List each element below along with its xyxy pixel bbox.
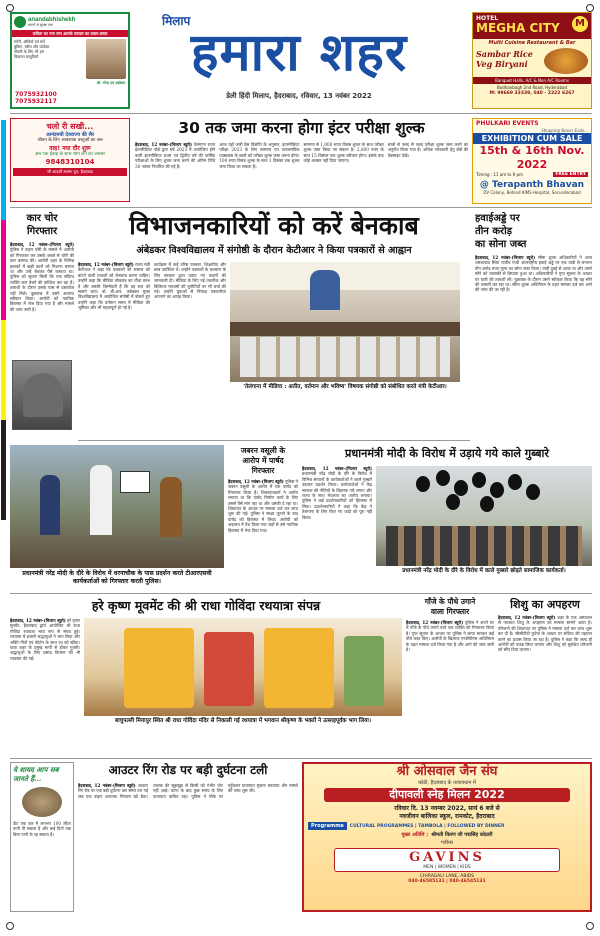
ad-line: स्टोरी, ऑडियो एवं सर्वे — [14, 39, 45, 44]
story-text: छात्रों से जल्द से जल्द परीक्षा शुल्क जमा करने का अनुरोध किया गया है। अधिक जानकारी हेतु बोर्ड की वेबसाइट देखें। — [387, 142, 468, 158]
ad-venue: नवजीवन बालिका स्कूल, रामकोट, हैदराबाद — [399, 813, 495, 820]
story-headline: तीन करोड़ — [475, 226, 513, 237]
ad-line: विज्ञापन प्रस्तुतियाँ — [14, 54, 39, 59]
story-dateline: हैदराबाद, 12 नवंबर-(मिलाप ब्यूरो) — [475, 255, 536, 260]
story-text: हरे कृष्ण मूवमेंट, हैदराबाद द्वारा आयोजित श्री राधा गोविंदा रथयात्रा भव्य रूप से संपन्न हुई। रथयात्रा में हजारों श्रद्धालुओं ने भाग लिया और भक्ति गीतों एवं कीर्तन के साथ रथ को खींचा। यात्रा शहर के प्रमुख मार्गों से होकर गुजरी। श्रद्धालुओं के लिए प्रसाद वितरण की भी व्यवस्था की गई। — [10, 618, 80, 661]
story-dateline: हैदराबाद, 12 नवंबर-(मिलाप ब्यूरो) — [10, 618, 66, 623]
ad-line: आनंदमयी देवराज्य की सैर — [45, 132, 95, 138]
ad-logo-text: anandabhishekh — [28, 16, 76, 23]
story-text: कार्यक्रम में कई वरिष्ठ पत्रकार, शिक्षाविद और छात्र उपस्थित थे। उन्होंने पत्रकारों के कल्याण के लिए सरकार द्वारा उठाए गए कदमों की जानकारी दी। — [154, 262, 226, 284]
car-thief-photo — [12, 360, 72, 430]
ad-food-photo — [544, 48, 588, 74]
story-orr-accident — [78, 762, 298, 912]
registration-mark — [586, 4, 594, 12]
ad-brand-phone: 040-46585131 | 040-46545131 — [408, 879, 486, 884]
leaf-logo-icon — [14, 16, 26, 28]
ad-when: रविवार दि. 13 नवम्बर 2022, सायं 6 बजे से — [394, 805, 500, 812]
ad-event: दीपावली स्नेह मिलन 2022 — [324, 788, 570, 802]
ad-line: अब एक ईवाह के साथ भाग लेने का अवसर — [34, 152, 106, 157]
ad-title: EXHIBITION CUM SALE — [473, 133, 591, 144]
divider — [78, 440, 470, 441]
rathyatra-photo — [84, 618, 402, 716]
story-text: शहर के एक अस्पताल से नवजात शिशु के अपहरण का मामला सामने आया है। परिजनों की शिकायत पर पुलिस ने मामला दर्ज कर जांच शुरू कर दी है। सीसीटीवी फुटेज के आधार पर संदिग्ध की पहचान करने का प्रयास किया जा रहा है। पुलिस ने कहा कि जल्द ही आरोपी को पकड़ लिया जाएगा और शिशु को सुरक्षित परिजनों को सौंप दिया जाएगा। — [498, 615, 592, 653]
story-dateline: हैदराबाद, 12 नवंबर-(मिलाप ब्यूरो) — [498, 615, 556, 620]
story-dateline: हैदराबाद, 12 नवंबर-(मिलाप ब्यूरो) — [78, 783, 136, 788]
ad-logo-sub: सपनों से सुरक्षा तक — [28, 22, 53, 27]
ad-chief-name: श्रीमती किरण जी पद्मसिंह कोठारी — [431, 832, 493, 838]
box-title: ये शायद आप सब जानते हैं... — [13, 765, 59, 783]
story-text: राज्य मंत्री केटीआर ने कहा कि पत्रकारों को समाज को बांटने वाली ताकतों को बेनकाब करना चाहिए। उन्होंने कहा कि मीडिया लोकतंत्र का चौथा स्तंभ है और उसकी जिम्मेदारी है कि वह सच को सामने लाए। — [78, 262, 150, 295]
color-calibration-strip — [1, 120, 6, 520]
ad-venue-address: DV Colony, Behind KIMS Hospital, Secunderabad — [483, 190, 581, 195]
story-headline: गाँजे के पौधे उगाने — [424, 597, 476, 606]
ad-footer: श्री आदर्शी सत्संग ग्रुप, हैदराबाद — [13, 168, 127, 176]
divider — [10, 593, 592, 594]
story-inter-exam-fee — [135, 118, 468, 204]
box-text: ऊँट एक बार में लगभग 100 लीटर पानी पी सकता है और कई दिनों तक बिना पानी के रह सकता है। — [13, 821, 71, 837]
ad-phone: 9848310104 — [45, 158, 95, 166]
masthead-brand: मिलाप — [162, 14, 191, 28]
story-headline: गिरफ्तार — [26, 226, 58, 237]
story-text: डॉ. बी.आर. अंबेडकर मुक्त विश्वविद्यालय में आयोजित संगोष्ठी में बोलते हुए उन्होंने कहा कि वर्तमान समय में मीडिया की भूमिका और भी महत्वपूर्ण हो गई है। — [78, 289, 150, 311]
ad-mid-left[interactable] — [10, 118, 130, 202]
ad-time: Timing : 11 am to 9 pm — [476, 172, 523, 177]
story-text: पुलिस ने अपने घर में गाँजे के पौधे उगाने वाले एक व्यक्ति को गिरफ्तार किया है। गुप्त सूचना के आधार पर पुलिस ने छापा मारकर कई पौधे जब्त किए। आरोपी के खिलाफ एनडीपीएस अधिनियम के तहत मामला दर्ज किया गया है और आगे की जांच जारी है। — [406, 620, 494, 653]
story-dateline: हैदराबाद, 12 नवंबर-(मिलाप ब्यूरो) — [406, 620, 464, 625]
ad-hotel-label: HOTEL — [476, 15, 499, 22]
ad-line: बुकिंग, स्वीच और प्रोजेक्ट — [14, 44, 50, 49]
story-headline: वाला गिरफ्तार — [430, 607, 470, 616]
registration-mark — [6, 922, 14, 930]
story-ganja-arrest — [406, 597, 494, 755]
story-headline: का सोना जब्त — [475, 239, 527, 250]
ad-programme-detail: CULTURAL PROGRAMMES | TAMBOLA | FOLLOWED BY DINNER — [349, 823, 505, 829]
story-headline: 30 तक जमा करना होगा इंटर परीक्षा शुल्क — [178, 119, 425, 137]
ad-programme-label: Programme — [308, 822, 347, 830]
ad-org-sub: कोठी, हैदराबाद के तत्वावधान में — [418, 780, 476, 786]
ad-headline: कविता का नया नाम आपके व्यापार का प्रचार-प्रसार — [12, 30, 128, 37]
lizard-icon — [22, 787, 62, 817]
ad-chief-label: मुख्य अतिथि : — [401, 832, 429, 838]
ad-brand-address: CHIRAGALI LANE, ABIDS — [419, 874, 475, 879]
ad-entry: FREE ENTRY — [555, 172, 586, 177]
protest-arrest-photo — [10, 445, 224, 568]
story-headline: आउटर रिंग रोड पर बड़ी दुर्घटना टली — [108, 763, 268, 777]
ad-brand: GAVINS — [409, 850, 485, 865]
story-text: सामान्य से 1,000 रुपए विलंब शुल्क के साथ परीक्षा शुल्क जमा किया जा सकता है। 2,000 रुपए के साथ 15 दिसंबर तक शुल्क स्वीकार होगा। इसके बाद कोई अवसर नहीं दिया जाएगा। — [303, 142, 384, 164]
ad-brand: PHULKARI EVENTS — [476, 120, 539, 127]
photo-caption: प्रधानमंत्री नरेंद्र मोदी के दौरे के विरोध में काले गुब्बारे छोड़ते सामाजिक कार्यकर्ता। — [402, 568, 566, 574]
story-text: पुलिस ने जबरन वसूली के आरोप में एक पार्षद को गिरफ्तार किया है। शिकायतकर्ता ने आरोप लगाया था कि पार्षद निर्माण कार्य के लिए उससे पैसे मांग रहा था और धमकी दे रहा था। शिकायत के आधार पर मामला दर्ज कर जांच शुरू की गई। पुलिस ने साक्ष्य जुटाने के बाद पार्षद को हिरासत में लिया। आरोपी को अदालत में पेश किया गया जहाँ से उसे न्यायिक हिरासत में भेज दिया गया। — [228, 479, 298, 533]
story-dateline: हैदराबाद, 12 नवंबर-(मिलाप ब्यूरो) — [302, 466, 372, 471]
story-dateline: हैदराबाद, 12 नवंबर-(मिलाप ब्यूरो) — [78, 262, 134, 267]
ad-line: नौकरी के लिए भी हम — [14, 49, 44, 54]
masthead-dateline: डेली हिंदी मिलाप, हैदराबाद, रविवार, 13 नवंबर 2022 — [226, 92, 372, 100]
story-dateline: हैदराबाद, 12 नवंबर-(मिलाप ब्यूरो) — [135, 142, 192, 147]
ad-org: श्री ओसवाल जैन संघ — [396, 764, 498, 779]
photo-caption: 'तेलंगाना में मीडिया : अतीत, वर्तमान और भविष्य' विषयक संगोष्ठी को संबोधित करते मंत्री केटीआर। — [243, 384, 447, 390]
m-logo-icon: M — [572, 16, 588, 32]
story-subheadline: अंबेडकर विश्वविद्यालय में संगोष्ठी के दौरान केटीआर ने किया पत्रकारों से आह्वान — [136, 245, 412, 256]
registration-mark — [6, 4, 14, 12]
story-text: तेलंगाना राज्य इंटरमीडिएट बोर्ड द्वारा वर्ष 2023 में आयोजित होने वाली इंटरमीडिएट प्रथम एवं द्वितीय वर्ष की वार्षिक परीक्षाओं के लिए शुल्क जमा करने की अंतिम तिथि 30 नवंबर निर्धारित की गई है। — [135, 142, 216, 169]
story-headline: विभाजनकारियों को करें बेनकाब — [129, 211, 419, 240]
story-black-balloons — [302, 446, 592, 591]
ad-person-photo — [86, 39, 126, 79]
masthead-title: हमारा शहर — [190, 23, 408, 83]
story-headline: गिरफ्तार — [251, 466, 275, 475]
ad-line: वाह! नया दौर शुरू — [49, 145, 91, 152]
story-headline: शिशु का अपहरण — [510, 598, 580, 611]
ad-special: Sambar Rice — [476, 49, 533, 59]
story-dateline: हैदराबाद, 12 नवंबर-(मिलाप ब्यूरो) — [228, 479, 284, 484]
ad-hotel-name: MEGHA CITY — [476, 21, 560, 35]
story-headline: आरोप में पार्षद — [242, 456, 284, 465]
ad-phone: M: 99669 33339, 040 - 2322 6267 — [489, 91, 575, 96]
photo-caption: बाचुपल्ली मियापुर स्थित श्री राधा गोविंदा मंदिर से निकाली गई रथयात्रा में भगवान श्रीकृष्ण के भक्तों ने उत्साहपूर्वक भाग लिया। — [115, 718, 371, 724]
story-headline: प्रधानमंत्री मोदी के विरोध में उड़ाये गये काले गुब्बारे — [345, 447, 549, 460]
divider — [10, 758, 592, 759]
ktr-seminar-photo — [230, 262, 460, 382]
ad-top-right[interactable] — [472, 12, 592, 109]
story-text: आउटर रिंग रोड पर एक बड़ी दुर्घटना उस समय टल गई जब एक वाहन अचानक नियंत्रण खो बैठा। चालक की सूझबूझ से किसी को गंभीर चोट नहीं आई। घटना के बाद कुछ समय के लिए यातायात बाधित रहा। पुलिस ने मौके पर पहुँचकर यातायात सुचारु करवाया और मामले की जांच शुरू की। — [78, 783, 298, 799]
black-balloons-photo — [376, 466, 592, 566]
did-you-know-box — [10, 762, 74, 912]
story-headline: हरे कृष्ण मूवमेंट की श्री राधा गोविंदा रथयात्रा संपन्न — [91, 598, 321, 613]
story-text: पुलिस ने वाहन चोरी के मामले में आरोपी को गिरफ्तार कर उसके कब्जे से चोरी की कार बरामद की। आरोपी शहर के विभिन्न इलाकों में खड़ी कारों को निशाना बनाता था और उन्हें बेचकर पैसे कमाता था। पुलिस को सूचना मिली कि एक संदिग्ध व्यक्ति कार बेचने की कोशिश कर रहा है। तलाशी के दौरान उसके पास से दस्तावेज नहीं मिले। पूछताछ में उसने अपराध स्वीकार किया। आरोपी को न्यायिक हिरासत में भेज दिया गया है और मामले की जांच जारी है। — [10, 247, 74, 312]
masthead — [140, 10, 458, 110]
ad-phone: 7075932100 — [15, 91, 57, 98]
ad-phone: 7075932117 — [15, 98, 57, 105]
ad-person-name: श्री. नरेन्द्र एवं अहोबल — [96, 81, 125, 85]
ad-tagline: Multi Cuisine Restaurant & Bar — [488, 40, 576, 46]
photo-caption: प्रधानमंत्री नरेंद्र मोदी के दौरे के विरोध में धरनाचौक के पास प्रदर्शन करते टीआरएसवी कार्यकर्ताओं को गिरफ्तार करती पुलिस। — [22, 570, 212, 585]
story-text: सीमा शुल्क अधिकारियों ने आज शमशाबाद स्थित राजीव गांधी अंतरराष्ट्रीय हवाई अड्डे पर एक यात्री से लगभग तीन करोड़ रुपए मूल्य का सोना जब्त किया। यात्री दुबई से आया था और उसने सोने को चालाकी से छिपाया हुआ था। अधिकारियों ने गुप्त सूचना के आधार पर यात्री की तलाशी ली। पूछताछ के दौरान उसने स्वीकार किया कि वह सोने की तस्करी कर रहा था। सीमा शुल्क अधिनियम के तहत मामला दर्ज कर आगे की जांच की जा रही है। — [475, 255, 592, 293]
story-main — [78, 210, 470, 442]
ad-line: जीवन के लिए आवश्यक वस्तुओं का अब — [37, 138, 103, 143]
ad-top-left[interactable] — [10, 12, 130, 109]
story-dateline: हैदराबाद, 12 नवंबर-(मिलाप ब्यूरो) — [10, 242, 74, 247]
story-text: मीडिया के लिए नई तकनीक और डिजिटल माध्यमों की चुनौतियों पर भी चर्चा की गई। उन्होंने युवाओं से निष्पक्ष पत्रकारिता अपनाने का आग्रह किया। — [154, 278, 226, 300]
story-corporator-arrest — [228, 446, 298, 591]
ad-brand-sub: MEN | WOMEN | KIDS — [423, 865, 471, 870]
ad-venue: @ Terapanth Bhavan — [479, 180, 585, 190]
story-text: प्रधानमंत्री नरेंद्र मोदी के दौरे के विरोध में विभिन्न संगठनों के कार्यकर्ताओं ने काले गुब्बारे उड़ाकर प्रदर्शन किया। कार्यकर्ताओं ने केंद्र सरकार की नीतियों के खिलाफ नारे लगाए और राज्य के साथ भेदभाव का आरोप लगाया। पुलिस ने कई प्रदर्शनकारियों को हिरासत में लिया। प्रदर्शनकारियों ने कहा कि केंद्र ने तेलंगाना के लिए किए गए वादों को पूरा नहीं किया। — [302, 471, 372, 520]
story-rathyatra — [10, 597, 402, 755]
ad-dates: 15th & 16th Nov. 2022 — [479, 144, 585, 171]
story-gold-seized — [475, 212, 592, 430]
ad-line: चलो री सखी... — [46, 122, 94, 131]
story-headline: जबरन वसूली के — [240, 446, 286, 455]
divider — [10, 113, 592, 114]
story-text: आज यहाँ जारी प्रेस विज्ञप्ति के अनुसार, इंटरमीडिएट परीक्षा 2023 के लिए सामान्य एवं व्यावसायिक पाठ्यक्रम के छात्रों को परीक्षा शुल्क जमा करना होगा। 100 रुपए विलंब शुल्क के साथ 1 दिसंबर तक शुल्क जमा किया जा सकता है। — [219, 142, 300, 169]
story-headline: कार चोर — [26, 213, 58, 224]
ad-sub: Shopping Never Ends... — [541, 128, 588, 133]
ad-special: Veg Biryani — [476, 59, 528, 69]
ad-services: Banquet Halls, A/C & Non A/C Rooms — [473, 77, 591, 84]
ad-address: Bodhanbagh 2nd Road, Hyderabad — [496, 85, 568, 90]
divider — [10, 207, 592, 208]
ad-oswal-jain[interactable] — [302, 762, 592, 912]
registration-mark — [586, 922, 594, 930]
story-headline: हवाईअड्डे पर — [475, 213, 520, 224]
ad-sponsor: गवीन्स — [441, 840, 453, 846]
story-infant-kidnap — [498, 597, 592, 755]
ad-mid-right[interactable] — [472, 118, 592, 204]
